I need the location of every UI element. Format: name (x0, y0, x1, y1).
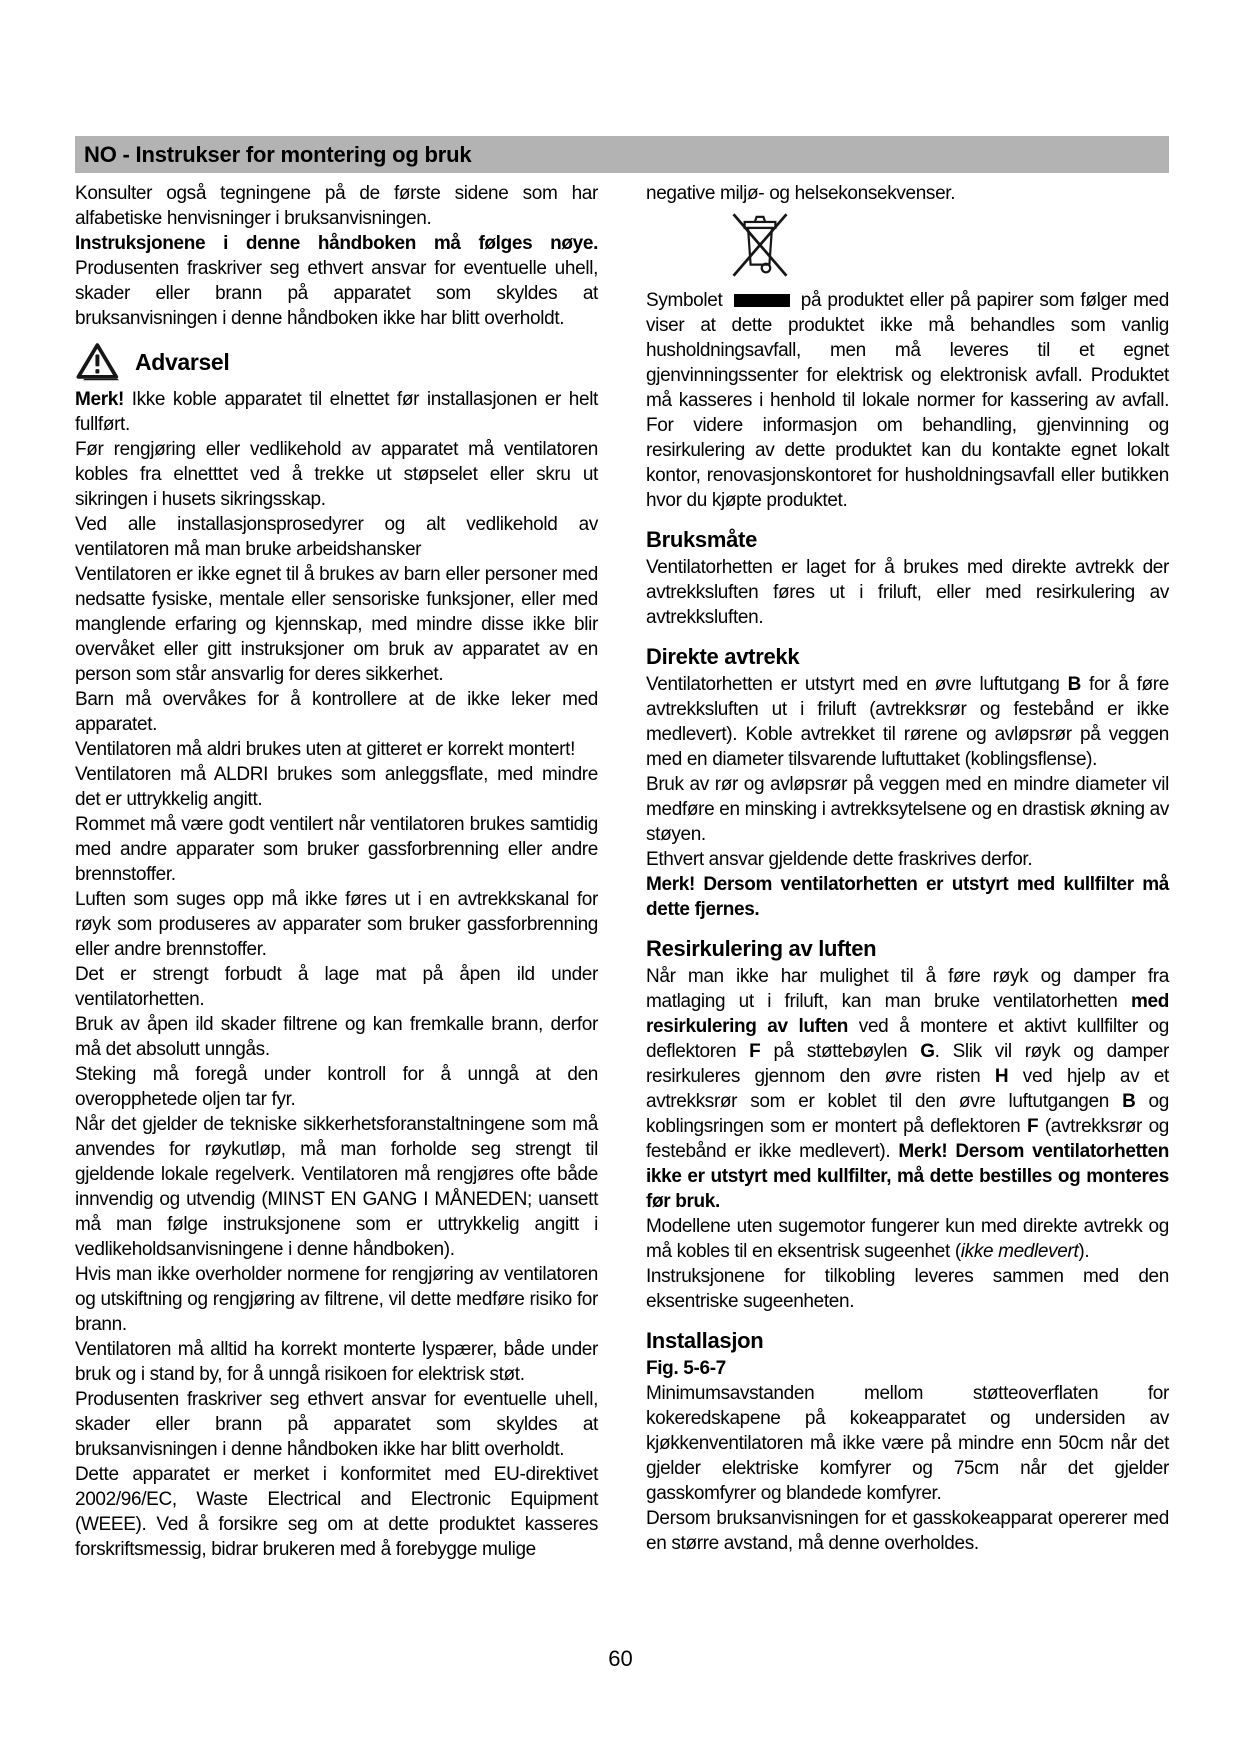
paragraph: Konsulter også tegningene på de første sidene som har alfabetiske henvisninger i bruksanvisningen. (75, 183, 598, 229)
page-number: 60 (608, 1646, 633, 1671)
paragraph: Produsenten fraskriver seg ethvert ansvar for eventuelle uhell, skader eller brann på apparatet som skyldes at bruksanvisningen i denne håndboken ikke har blitt overholdt. (75, 1389, 598, 1460)
section-heading: Resirkulering av luften (646, 936, 877, 961)
paragraph: Bruk av åpen ild skader filtrene og kan fremkalle brann, derfor må det absolutt unngås. (75, 1014, 598, 1060)
paragraph: Ventilatoren må alltid ha korrekt monterte lyspærer, både under bruk og i stand by, for å unngå risikoen for elektrisk støt. (75, 1339, 598, 1385)
paragraph: Når man ikke har mulighet til å føre røyk og damper fra matlaging ut i friluft, kan man bruke ventilatorhetten med resirkulering av luften ved å montere et aktivt kullfilter og deflektoren F på støttebøylen G. Slik vil røyk og damper resirkuleres gjennom den øvre risten H ved hjelp av et avtrekksrør som er koblet til den øvre luftutgangen B og koblingsringen som er montert på deflektoren F (avtrekksrør og festebånd er ikke medlevert). Merk! Dersom ventilatorhetten ikke er utstyrt med kullfilter, må dette bestilles og monteres før bruk. (646, 966, 1170, 1212)
paragraph: Merk! Dersom ventilatorhetten er utstyrt med kullfilter må dette fjernes. (646, 874, 1169, 920)
black-bar-symbol (734, 294, 790, 307)
warning-heading: Advarsel (135, 348, 230, 375)
paragraph: Ventilatoren må ALDRI brukes som anleggsflate, med mindre det er uttrykkelig angitt. (75, 764, 598, 810)
paragraph: Produsenten fraskriver seg ethvert ansvar for eventuelle uhell, skader eller brann på apparatet som skyldes at bruksanvisningen i denne håndboken ikke har blitt overholdt. (75, 258, 598, 329)
page-title: NO - Instrukser for montering og bruk (84, 141, 472, 167)
paragraph: Instruksjonene for tilkobling leveres sammen med den eksentriske sugeenheten. (646, 1266, 1169, 1312)
paragraph: Modellene uten sugemotor fungerer kun med direkte avtrekk og må kobles til en eksentrisk sugeenhet (ikke medlevert). (646, 1216, 1169, 1262)
paragraph: Steking må foregå under kontroll for å unngå at den overopphetede oljen tar fyr. (75, 1064, 598, 1110)
paragraph: Merk! Ikke koble apparatet til elnettet før installasjonen er helt fullført. (75, 389, 598, 435)
paragraph: Ethvert ansvar gjeldende dette fraskrives derfor. (646, 849, 1033, 870)
warning-section-header (75, 341, 598, 383)
warning-triangle-icon (75, 341, 121, 383)
paragraph: Luften som suges opp må ikke føres ut i en avtrekkskanal for røyk som produseres av apparater som bruker gassforbrenning eller andre brennstoffer. (75, 889, 598, 960)
paragraph: Ventilatorhetten er laget for å brukes med direkte avtrekk der avtrekksluften føres ut i friluft, eller med resirkulering av avtrekksluften. (646, 557, 1169, 628)
paragraph: Barn må overvåkes for å kontrollere at de ikke leker med apparatet. (75, 689, 598, 735)
right-column (646, 181, 1169, 1562)
paragraph: Dersom bruksanvisningen for et gasskokeapparat opererer med en større avstand, må denne overholdes. (646, 1508, 1169, 1554)
section-heading: Direkte avtrekk (646, 644, 800, 669)
paragraph: Minimumsavstanden mellom støtteoverflaten for kokeredskapene på kokeapparatet og undersiden av kjøkkenventilatoren må ikke være på mindre enn 50cm når det gjelder elektriske komfyrer og 75cm når det gjelder gasskomfyrer og blandede komfyrer. (646, 1383, 1169, 1504)
paragraph: Hvis man ikke overholder normene for rengjøring av ventilatoren og utskiftning og rengjøring av filtrene, vil dette medføre risiko for brann. (75, 1264, 598, 1335)
section-heading: Bruksmåte (646, 527, 758, 552)
paragraph: negative miljø- og helsekonsekvenser. (646, 183, 956, 204)
paragraph: Før rengjøring eller vedlikehold av apparatet må ventilatoren kobles fra elnetttet ved å trekke ut støpselet eller skru ut sikringen i husets sikringsskap. (75, 439, 598, 510)
paragraph: Symbolet på produktet eller på papirer som følger med viser at dette produktet ikke må behandles som vanlig husholdningsavfall, men må leveres til et egnet gjenvinningssenter for elektrisk og elektronisk avfall. Produktet må kasseres i henhold til lokale normer for kassering av avfall. For videre informasjon om behandling, gjenvinning og resirkulering av dette produktet kan du kontakte egnet lokalt kontor, renovasjonskontoret for husholdningsavfall eller butikken hvor du kjøpte produktet. (646, 290, 1169, 511)
paragraph: Ventilatorhetten er utstyrt med en øvre luftutgang B for å føre avtrekksluften ut i friluft (avtrekksrør og festebånd er ikke medlevert). Koble avtrekket til rørene og avløpsrør på veggen med en diameter tilsvarende luftuttaket (koblingsflense). (646, 674, 1169, 770)
paragraph: Ventilatoren må aldri brukes uten at gitteret er korrekt montert! (75, 739, 576, 760)
left-column (75, 181, 598, 1562)
section-heading: Installasjon (646, 1328, 764, 1353)
paragraph: Bruk av rør og avløpsrør på veggen med en mindre diameter vil medføre en minsking i avtrekksytelsene og en drastisk økning av støyen. (646, 774, 1169, 845)
paragraph: Fig. 5-6-7 (646, 1358, 726, 1379)
paragraph: Det er strengt forbudt å lage mat på åpen ild under ventilatorhetten. (75, 964, 598, 1010)
paragraph: Ved alle installasjonsprosedyrer og alt vedlikehold av ventilatoren må man bruke arbeidshansker (75, 514, 598, 560)
page-header (75, 136, 1169, 173)
paragraph: Rommet må være godt ventilert når ventilatoren brukes samtidig med andre apparater som bruker gassforbrenning eller andre brennstoffer. (75, 814, 598, 885)
paragraph: Dette apparatet er merket i konformitet med EU-direktivet 2002/96/EC, Waste Electrical and Electronic Equipment (WEEE). Ved å forsikre seg om at dette produktet kasseres forskriftsmessig, bidrar brukeren med å forebygge mulige (75, 1464, 598, 1560)
two-column-layout (0, 181, 1241, 1562)
weee-symbol-block (730, 210, 1169, 282)
paragraph: Når det gjelder de tekniske sikkerhetsforanstaltningene som må anvendes for røykutløp, må man forholde seg strengt til gjeldende lokale regelverk. Ventilatoren må rengjøres ofte både innvendig og utvendig (MINST EN GANG I MÅNEDEN; uansett må man følge instruksjonene som er uttrykkelig angitt i vedlikeholdsanvisningene i denne håndboken). (75, 1114, 598, 1260)
weee-crossed-bin-icon (730, 264, 790, 285)
paragraph: Ventilatoren er ikke egnet til å brukes av barn eller personer med nedsatte fysiske, mentale eller sensoriske funksjoner, eller med manglende erfaring og kjennskap, med mindre disse ikke blir overvåket eller gitt instruksjoner om bruk av apparatet av en person som står ansvarlig for deres sikkerhet. (75, 564, 598, 685)
paragraph: Instruksjonene i denne håndboken må følges nøye. (75, 233, 598, 254)
